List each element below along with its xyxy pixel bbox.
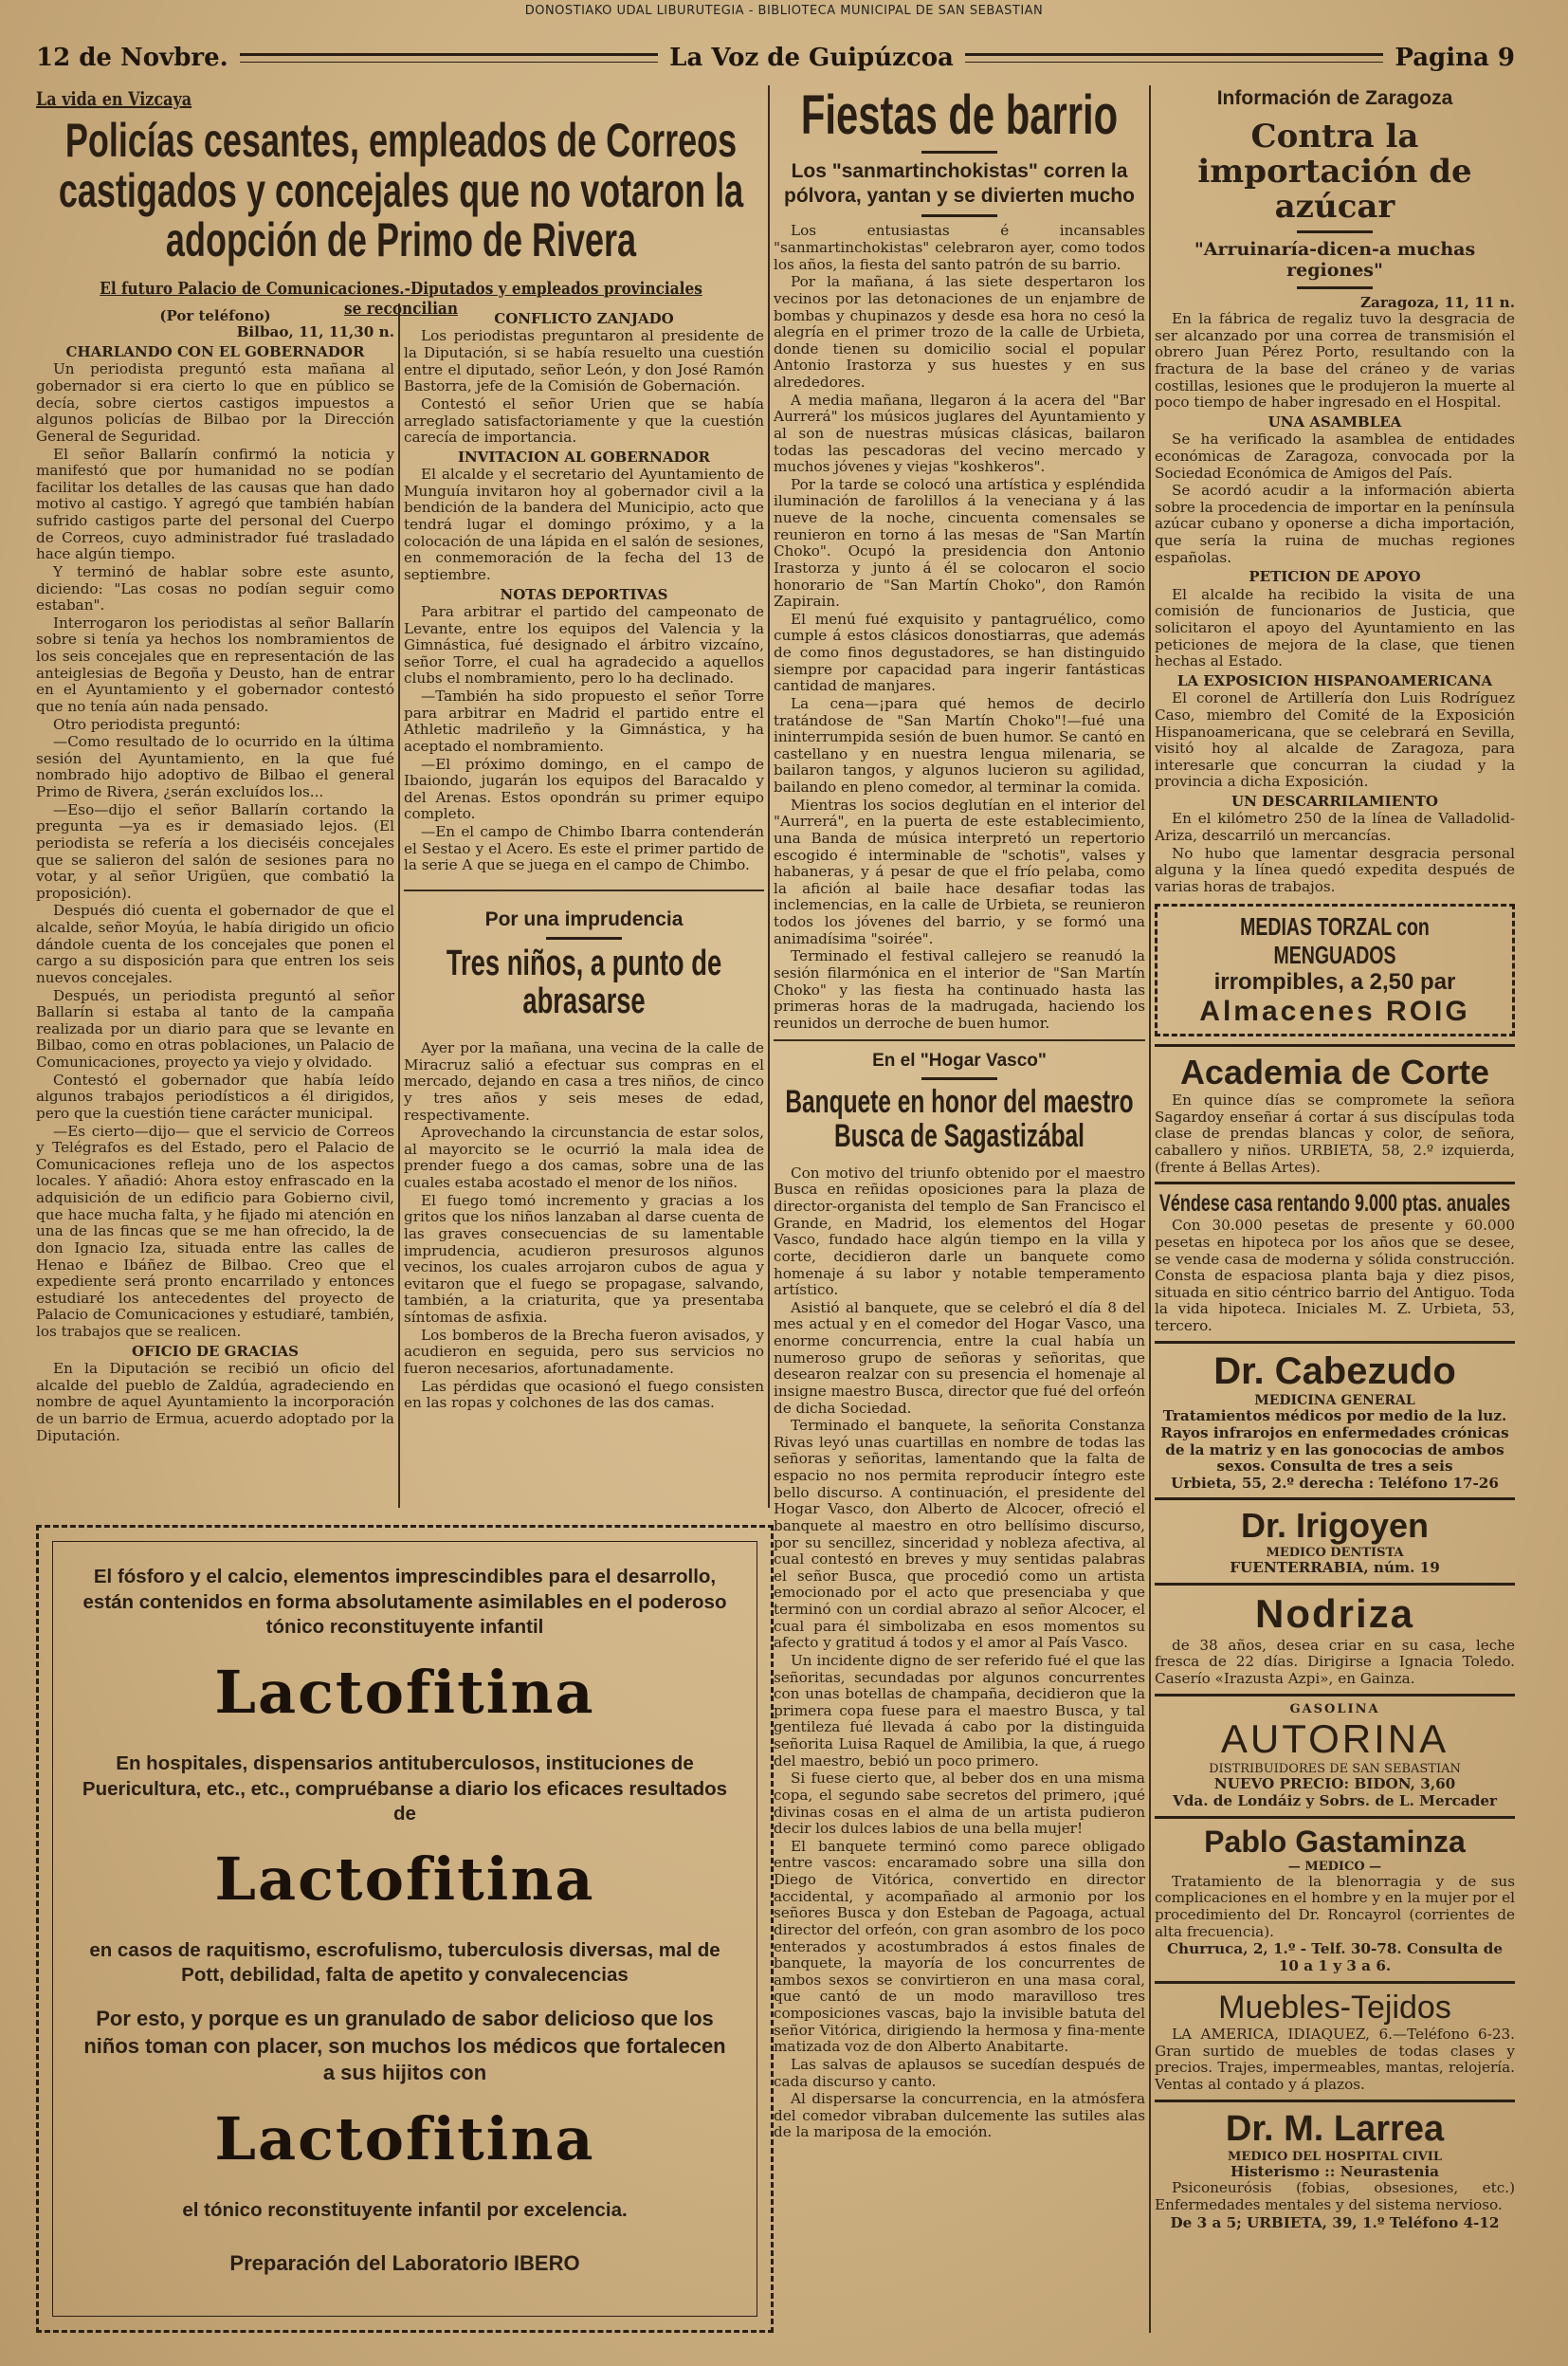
section-heading: INVITACION AL GOBERNADOR xyxy=(457,448,711,466)
paragraph: Por la tarde se colocó una artística y espléndida iluminación de farolillos á la veneciana y á las nueve de la noche, cincuenta comensales se reunieron en torno á las mesas de "San Martín Choko". Ocupó la presidencia don Antonio Irastorza y junto á él se colocaron el socio honorario de "San Martín Choko", don Ramón Zapirain. xyxy=(774,475,1145,611)
lactofitina-ad-inner xyxy=(52,1541,757,2317)
section-heading: LA EXPOSICION HISPANOAMERICANA xyxy=(1176,671,1493,689)
divider xyxy=(404,890,764,891)
ad-divider xyxy=(1155,1583,1515,1586)
ad-brand: Lactofitina xyxy=(214,1843,595,1914)
paragraph: Por la mañana, á las siete despertaron los vecinos por las detonaciones de un enjambre de bombas y chupinazos y desde esa hora no cesó la alegría en el primer trozo de la calle de Urbieta, donde tienen su domicilio social el popular Antonio Irastorza y sus huestes y en sus alrededores. xyxy=(774,273,1145,392)
section-heading: OFICIO DE GRACIAS xyxy=(132,1342,299,1360)
zaragoza-subheadline: "Arruinaría-dicen-a muchas regiones" xyxy=(1194,238,1476,281)
section-heading: PETICION DE APOYO xyxy=(1249,568,1421,586)
medias-line: MEDIAS TORZAL con MENGUADOS xyxy=(1240,911,1430,969)
ad-brand: Lactofitina xyxy=(214,2103,595,2173)
paragraph: En la fábrica de regaliz tuvo la desgracia de ser alcanzado por una correa de transmisión el obrero Juan Pérez Porto, resultando con la fractura de la base del cráneo y de varias costillas, lesiones que le produjeron la muerte al poco tiempo de haber ingresado en el Hospital. xyxy=(1155,310,1515,412)
paragraph: A media mañana, llegaron á la acera del "Bar Aurrerá" los músicos juglares del Ayuntamiento y al son de nuestras músicas clásicas, bailaron todas las pescadoras del vecino mercado y muchos jóvenes y viejas "koshkeros". xyxy=(774,391,1145,476)
article-kicker: La vida en Vizcaya xyxy=(36,87,192,110)
medias-ad xyxy=(1155,904,1515,1037)
column-divider xyxy=(398,303,400,1508)
paragraph: —El próximo domingo, en el campo de Ibaiondo, jugarán los equipos del Baracaldo y del Arenas. Estos opondrán su primer equipo completo. xyxy=(404,755,764,823)
dateline: Zaragoza, 11, 11 n. xyxy=(1359,293,1515,311)
ad-text: Tratamiento de la blenorragia y de sus complicaciones en el hombre y en la mujer por el procedimiento del Dr. Roncayrol (corrientes de alta frecuencia). xyxy=(1155,1872,1515,1940)
paragraph: Contestó el gobernador que había leído algunos trabajos periodísticos a él dirigidos, pero que la cuestión tiene carácter municipal. xyxy=(36,1071,394,1122)
paragraph: Se ha verificado la asamblea de entidades económicas de Zaragoza, convocada por la Sociedad Económica de Amigos del País. xyxy=(1155,431,1515,482)
paragraph: —En el campo de Chimbo Ibarra contenderán el Sestao y el Acero. Es este el primer partido de la serie A que se juega en el campo de Chimbo. xyxy=(404,823,764,874)
hogar-kicker: En el "Hogar Vasco" xyxy=(872,1051,1047,1072)
banquete-headline: Banquete en honor del maestro Busca de Sagastizábal xyxy=(785,1084,1134,1155)
fiestas-subheadline: Los "sanmartinchokistas" corren la pólvora, yantan y se divierten mucho xyxy=(784,159,1135,208)
larrea-address: De 3 a 5; URBIETA, 39, 1.º Teléfono 4-12 xyxy=(1170,2213,1500,2231)
larrea-sub2: Histerismo :: Neurastenia xyxy=(1231,2162,1439,2180)
ad-text: de 38 años, desea criar en su casa, leche fresca de 22 días. Dirigirse a Ignacia Toledo. Caserío «Irazusta Azpi», en Gainza. xyxy=(1155,1636,1515,1687)
library-note: DONOSTIAKO UDAL LIBURUTEGIA - BIBLIOTECA MUNICIPAL DE SAN SEBASTIAN xyxy=(524,4,1044,18)
issue-date: 12 de Novbre. xyxy=(36,44,228,72)
ad-footer: Preparación del Laboratorio IBERO xyxy=(229,2250,580,2275)
section-heading: CONFLICTO ZANJADO xyxy=(494,310,674,327)
fiestas-headline: Fiestas de barrio xyxy=(800,84,1119,146)
ad-divider xyxy=(1155,1981,1515,1984)
zaragoza-headline: Contra la importación de azúcar xyxy=(1197,118,1472,226)
ad-text: En quince días se compromete la señora Sagardoy enseñar á cortar á sus discípulas toda clase de prendas blancas y color, de señora, caballero y niños. URBIETA, 58, 2.º izquierda, (frente á Bellas Artes). xyxy=(1155,1091,1515,1176)
paragraph: Las salvas de aplausos se sucedían después de cada discurso y canto. xyxy=(774,2055,1145,2090)
paragraph: Para arbitrar el partido del campeonato de Levante, entre los equipos del Valencia y la Gimnástica, fué designado el árbitro vizcaíno, señor Torre, el cual ha agradecido a aquellos clubs el nombramiento, pero lo ha declinado. xyxy=(404,602,764,688)
ad-text: Con 30.000 pesetas de presente y 60.000 pesetas en hipoteca por los años que se desee, se vende casa de moderna y sólida construcción. Consta de espaciosa planta baja y diez pisos, situada en sitio céntrico barrio del Antiguo. Toda la vida hipoteca. Iniciales M. Z. Urbieta, 53, tercero. xyxy=(1155,1217,1515,1335)
ad-text: en casos de raquitismo, escrofulismo, tuberculosis diversas, mal de Pott, debilidad, falta de apetito y convalecencias xyxy=(89,1938,720,1987)
byline: (Por teléfono) xyxy=(159,307,271,324)
vizcaya-column-2 xyxy=(404,308,764,1517)
paragraph: En la Diputación se recibió un oficio del alcalde del pueblo de Zaldúa, agradeciendo en nombre de aquel Ayuntamiento la incorporación de un barrio de Ermua, acuerdo adoptado por la Diputación. xyxy=(36,1360,394,1444)
imprudencia-kicker: Por una imprudencia xyxy=(484,908,684,930)
section-heading: UNA ASAMBLEA xyxy=(1267,413,1402,431)
paragraph: El menú fué exquisito y pantagruélico, como cumple á estos clásicos donostiarras, que además de como finos degustadores, se han distinguido siempre por capacidad para ingerir fantásticas cantidad de manjares. xyxy=(774,610,1145,695)
paragraph: Otro periodista preguntó: xyxy=(53,715,241,733)
section-heading: CHARLANDO CON EL GOBERNADOR xyxy=(65,343,365,361)
article-subheadline: El futuro Palacio de Comunicaciones.-Diputados y empleados provinciales se reconcilian xyxy=(100,278,702,319)
paragraph: Un periodista preguntó esta mañana al gobernador si era cierto lo que en público se decía, sobre ciertos castigos impuestos a algunos policías de Bilbao por la Dirección General de Seguridad. xyxy=(36,360,394,445)
paragraph: Un incidente digno de ser referido fué el que las señoritas, secundadas por algunos concurrentes con unas botellas de champaña, decidieron que la primera copa fuese para el maestro Busca, y tal gentileza fué llevada á cabo por la distinguida señorita Luisa Raquel de Amilibia, la que, á ruego del maestro, bebió un poco primero. xyxy=(774,1651,1145,1770)
paragraph: —Eso—dijo el señor Ballarín cortando la pregunta —ya es ir demasiado lejos. (El periodista se refería a los dieciséis concejales que se salieron del salón de sesiones para no votar, y al señor Urigüen, que combatió la proposición). xyxy=(36,800,394,902)
paragraph: Aprovechando la circunstancia de estar solos, al mayorcito se le ocurrió la mala idea de prender fuego a dos camas, sobre una de las cuales estaba acostado el menor de los niños. xyxy=(404,1124,764,1192)
article-headline: Policías cesantes, empleados de Correos castigados y concejales que no votaron la adopción de Primo de Rivera xyxy=(58,114,744,266)
short-rule xyxy=(1297,230,1373,233)
ad-divider xyxy=(1155,1694,1515,1697)
paragraph: —Es cierto—dijo— que el servicio de Correos y Telégrafos es del Estado, pero el Palacio de Comunicaciones refleja uno de los aspectos locales. Y añadió: Ahora estoy enfrascado en la adquisición de un edificio para Gobierno civil, que hace mucha falta, y he fijado mi atención en una de las fincas que se me han ofrecido, la de don Ignacio Iza, situada entre las calles de Henao e Ibáñez de Bilbao. Creo que el expediente será pronto encarrilado y entonces estudiaré los antecedentes del proyecto de Palacio de Comunicaciones y estudiaré, también, los trabajos que se realicen. xyxy=(36,1122,394,1341)
short-rule xyxy=(1297,286,1373,289)
irigoyen-address: FUENTERRABIA, núm. 19 xyxy=(1230,1559,1440,1577)
ad-divider xyxy=(1155,2100,1515,2102)
ad-text: LA AMERICA, IDIAQUEZ, 6.—Teléfono 6-23. Gran surtido de muebles de todas clases y precios. Trajes, impermeables, mantas, relojería. Ventas al contado y á plazos. xyxy=(1155,2026,1515,2093)
cabezudo-text: Tratamientos médicos por medio de la luz. Rayos infrarojos en enfermedades crónicas de la matriz y en las gonococias de ambos sexos. Consulta de tres a seis xyxy=(1160,1407,1509,1476)
autorina-dist: DISTRIBUIDORES DE SAN SEBASTIAN xyxy=(1209,1762,1461,1777)
cabezudo-title: Dr. Cabezudo xyxy=(1213,1349,1456,1392)
paragraph: Terminado el banquete, la señorita Constanza Rivas leyó unas cuartillas en nombre de todas las señoras y señoritas, lamentando que la falta de espacio no nos permita reproducir íntegro este bello discurso. A continuación, el presidente del Hogar Vasco, don Alberto de Alcocer, ofreció el banquete al maestro en otro bellísimo discurso, por su sencillez, sinceridad y nobleza afectiva, al cual contestó en breves y muy sentidas palabras el señor Busca, que procedió como un artista emocionado por el acto que presenciaba y que terminó con un cordial abrazo al señor Alcocer, el cual para él simbolizaba en esos momentos su afecto y gratitud á todos y el amor al País Vasco. xyxy=(774,1417,1145,1652)
paragraph: —También ha sido propuesto el señor Torre para arbitrar en Madrid el partido entre el Athletic madrileño y la Gimnástica, y ha aceptado el nombramiento. xyxy=(404,688,764,755)
paragraph: Después dió cuenta el gobernador de que el alcalde, señor Moyúa, le había dirigido un oficio dándole cuenta de los concejales que ponen el cargo a su disposición para que entren los seis nuevos concejales. xyxy=(36,902,394,986)
section-heading: NOTAS DEPORTIVAS xyxy=(500,585,668,603)
masthead xyxy=(36,42,1515,74)
ad-divider xyxy=(1155,1497,1515,1500)
autorina-price: NUEVO PRECIO: BIDON, 3,60 xyxy=(1213,1775,1456,1793)
medias-store: Almacenes ROIG xyxy=(1199,995,1470,1027)
paragraph: Se acordó acudir a la información abierta sobre la procedencia de importar en la península azúcar cubano y oponerse a dicha importación, que sería la ruina de muchas regiones españolas. xyxy=(1155,482,1515,566)
paragraph: Asistió al banquete, que se celebró el día 8 del mes actual y en el comedor del Hogar Vasco, una enorme concurrencia, entre la cual había un numeroso grupo de señoras y señoritas, que desearon realzar con su presencia el homenaje al insigne maestro Busca, director que fué del orfeón de dicha Sociedad. xyxy=(774,1298,1145,1417)
academia-title: Academia de Corte xyxy=(1179,1053,1490,1092)
nodriza-title: Nodriza xyxy=(1254,1590,1414,1636)
paragraph: Las pérdidas que ocasionó el fuego consisten en las ropas y colchones de las dos camas. xyxy=(404,1377,764,1412)
paragraph: Con motivo del triunfo obtenido por el maestro Busca en reñidas oposiciones para la plaza de director-organista del templo de San Francisco el Grande, en Madrid, los elementos del Hogar Vasco, fundado hace algún tiempo en la villa y corte, decidieron darle un banquete como homenaje á su labor y notable temperamento artístico. xyxy=(774,1164,1145,1299)
paragraph: Si fuese cierto que, al beber dos en una misma copa, el segundo sabe secretos del primero, ¡qué divinas cosas en el alma de un artista pudieron decir los dulces labios de una bella mujer! xyxy=(774,1770,1145,1838)
autorina-vendor: Vda. de Londáiz y Sobrs. de L. Mercader xyxy=(1172,1792,1497,1809)
paragraph: Contestó el señor Urien que se había arreglado satisfactoriamente y que la cuestión carecía de importancia. xyxy=(404,394,764,447)
lactofitina-ad xyxy=(36,1525,774,2333)
vizcaya-column-1 xyxy=(36,308,394,1517)
short-rule xyxy=(921,151,997,154)
paragraph: El fuego tomó incremento y gracias a los gritos que los niños lanzaban al darse cuenta de las graves consecuencias de su lamentable imprudencia, acudieron presurosos algunos vecinos, los cuales arrojaron cubos de agua y evitaron que el fuego se propagase, salvando, también, a la criaturita, que ya presentaba síntomas de asfixia. xyxy=(404,1191,764,1327)
paragraph: El coronel de Artillería don Luis Rodríguez Caso, miembro del Comité de la Exposición Hispanoamericana, que se celebrará en Sevilla, visitó hoy al alcalde de Zaragoza, para interesarle que concurran la ciudad y la provincia a dicha Exposición. xyxy=(1155,689,1515,791)
paragraph: Interrogaron los periodistas al señor Ballarín sobre si tenía ya hechos los nombramientos de los seis concejales que en representación de las anteiglesias de Begoña y Deusto, han de entrar en el Ayuntamiento y el gobernador contestó que no tenía aún nada pensado. xyxy=(36,614,394,715)
zaragoza-column xyxy=(1155,87,1515,2335)
paragraph: Y terminó de hablar sobre este asunto, diciendo: "Las cosas no podían seguir como estaban". xyxy=(36,562,394,614)
short-rule xyxy=(546,937,622,940)
cabezudo-sub: MEDICINA GENERAL xyxy=(1254,1393,1415,1409)
paragraph: Terminado el festival callejero se reanudó la sesión filarmónica en el interior de "San Martín Choko" y las fiesta ha continuado hasta las primeras horas de la madrugada, haciendo los reunidos un derroche de buen humor. xyxy=(774,947,1145,1032)
fiestas-column xyxy=(774,84,1145,2335)
paragraph: Mientras los socios deglutían en el interior del "Aurrerá", en la puerta de este establecimiento, una Banda de música interpretó un repertorio escogido é interminable de "schotis", valses y habaneras, y á pesar de que el frío pelaba, como la afición al baile hace desafiar todas las inclemencias, en la calle de Urbieta, se reunieron todos los jóvenes del barrio, y se formó una animadísima "soirée". xyxy=(774,796,1145,947)
gasolina-label: GASOLINA xyxy=(1289,1701,1380,1716)
larrea-title: Dr. M. Larrea xyxy=(1225,2108,1445,2149)
ad-divider xyxy=(1155,1816,1515,1819)
paragraph: El banquete terminó como parece obligado entre vascos: encaramado sobre una silla don Diego de Vitórica, convertido en director accidental, y acompañado al armonio por los señores Busca y don Esteban de Pagoaga, actual director del orfeón, con gran asombro de los poco enterados y acostumbrados á estos finales de banquete, la mayoría de los concurrentes de ambos sexos se convirtieron en una masa coral, que cantó de un modo maravilloso tres composiciones vascas, bajo la invisible batuta del señor Vitórica, dirigiendo la hermosa y fina-mente matizada voz de don Alberto Anabitarte. xyxy=(774,1837,1145,2056)
paragraph: Al dispersarse la concurrencia, en la atmósfera del comedor vibraban dulcemente las sutiles alas de la mariposa de la emoción. xyxy=(774,2090,1145,2141)
masthead-rule-left xyxy=(240,53,658,63)
paragraph: El alcalde y el secretario del Ayuntamiento de Munguía invitaron hoy al gobernador civil a la bendición de la bandera del Municipio, acto que tendrá lugar el domingo próximo, y a la colocación de una lápida en el salón de sesiones, en conmemoración de la fecha del 13 de septiembre. xyxy=(404,466,764,583)
dateline: Bilbao, 11, 11,30 n. xyxy=(236,323,394,341)
medias-price: irrompibles, a 2,50 par xyxy=(1213,968,1456,995)
paragraph: La cena—¡para qué hemos de decirlo tratándose de "San Martín Choko"!—fué una ininterrumpida sesión de buen humor. Se cantó en castellano y en nuestra lengua milenaria, se bailaron tangos, y algunos lucieron su agilidad, bailando en pleno comedor, al terminar la comida. xyxy=(774,694,1145,797)
larrea-sub: MEDICO DEL HOSPITAL CIVIL xyxy=(1227,2149,1442,2164)
section-heading: UN DESCARRILAMIENTO xyxy=(1231,793,1438,810)
ad-text: En hospitales, dispensarios antituberculosos, instituciones de Puericultura, etc., etc., compruébanse a diario los eficaces resultados de xyxy=(82,1752,728,1825)
paragraph: No hubo que lamentar desgracia personal alguna y la línea quedó expedita después de varias horas de trabajos. xyxy=(1155,844,1515,895)
muebles-title: Muebles-Tejidos xyxy=(1218,1989,1451,2026)
ad-text: Psiconeurósis (fobias, obsesiones, etc.) Enfermedades mentales y del sistema nervioso. xyxy=(1155,2179,1515,2213)
gastaminza-address: Churruca, 2, 1.º - Telf. 30-78. Consulta de 10 a 1 y 3 a 6. xyxy=(1166,1940,1504,1974)
paragraph: Ayer por la mañana, una vecina de la calle de Miracruz salió a efectuar sus compras en el mercado, dejando en casa a tres niños, de cinco y tres años y seis meses de edad, respectivamente. xyxy=(404,1039,764,1124)
paragraph: En el kilómetro 250 de la línea de Valladolid-Ariza, descarriló un mercancías. xyxy=(1155,810,1515,845)
ad-divider xyxy=(1155,1341,1515,1344)
ad-brand: Lactofitina xyxy=(214,1657,595,1727)
irigoyen-title: Dr. Irigoyen xyxy=(1240,1506,1430,1546)
ad-text: Por esto, y porque es un granulado de sabor delicioso que los niños toman con placer, son muchos los médicos que fortalecen a sus hijitos con xyxy=(83,2007,726,2085)
masthead-rule-right xyxy=(965,53,1383,63)
paragraph: El señor Ballarín confirmó la noticia y manifestó que por humanidad no se podían facilitar los detalles de las causas que han dado motivo al castigo. Y agregó que también habían sufrido castigos parte del personal del Cuerpo de Correos, cuyo administrador fué trasladado hace algún tiempo. xyxy=(36,445,394,563)
page-number: Pagina 9 xyxy=(1395,44,1516,72)
divider xyxy=(774,1039,1145,1041)
ad-text: El fósforo y el calcio, elementos imprescindibles para el desarrollo, están contenidos en forma absolutamente asimilables en el poderoso tónico reconstituyente infantil xyxy=(82,1566,727,1639)
column-divider xyxy=(1149,85,1151,2333)
irigoyen-sub: MEDICO DENTISTA xyxy=(1266,1546,1404,1561)
paragraph: Los bomberos de la Brecha fueron avisados, y acudieron en seguida, pero sus servicios no fueron necesarios, afortunadamente. xyxy=(404,1326,764,1377)
ad-divider xyxy=(1155,1182,1515,1184)
paragraph: El alcalde ha recibido la visita de una comisión de funcionarios de Justicia, que solicitaron el apoyo del Ayuntamiento en las peticiones de mejora de la clase, que tienen hechas al Estado. xyxy=(1155,585,1515,670)
ad-text: el tónico reconstituyente infantil por excelencia. xyxy=(182,2198,628,2221)
paragraph: Los entusiastas é incansables "sanmartinchokistas" celebraron ayer, como todos los años, la fiesta del santo patrón de su barrio. xyxy=(774,222,1145,273)
column-divider xyxy=(768,85,770,1508)
imprudencia-headline: Tres niños, a punto de abrasarse xyxy=(446,944,722,1022)
zaragoza-kicker: Información de Zaragoza xyxy=(1216,87,1453,109)
paper-name: La Voz de Guipúzcoa xyxy=(669,44,954,72)
paragraph: Después, un periodista preguntó al señor Ballarín si estaba al tanto de la campaña realizada por un diario para que se levante en Bilbao, como en otras poblaciones, un Palacio de Comunicaciones, proyecto ya viejo y olvidado. xyxy=(36,986,394,1072)
paragraph: —Como resultado de lo ocurrido en la última sesión del Ayuntamiento, en la que fué nombrado hijo adoptivo de Bilbao el general Primo de Rivera, ¿serán excluídos los... xyxy=(36,733,394,801)
gastaminza-sub: — MEDICO — xyxy=(1287,1859,1382,1874)
autorina-title: AUTORINA xyxy=(1220,1715,1449,1761)
gastaminza-title: Pablo Gastaminza xyxy=(1204,1824,1466,1859)
casa-title: Véndese casa rentando 9.000 ptas. anuales xyxy=(1158,1190,1511,1218)
cabezudo-address: Urbieta, 55, 2.º derecha : Teléfono 17-26 xyxy=(1171,1474,1499,1492)
paragraph: Los periodistas preguntaron al presidente de la Diputación, si se había resuelto una cuestión entre el diputado, señor León, y don José Ramón Bastorra, jefe de la Comisión de Gobernación. xyxy=(404,327,764,395)
short-rule xyxy=(921,1077,997,1080)
short-rule xyxy=(921,214,997,217)
ad-divider xyxy=(1155,1044,1515,1047)
